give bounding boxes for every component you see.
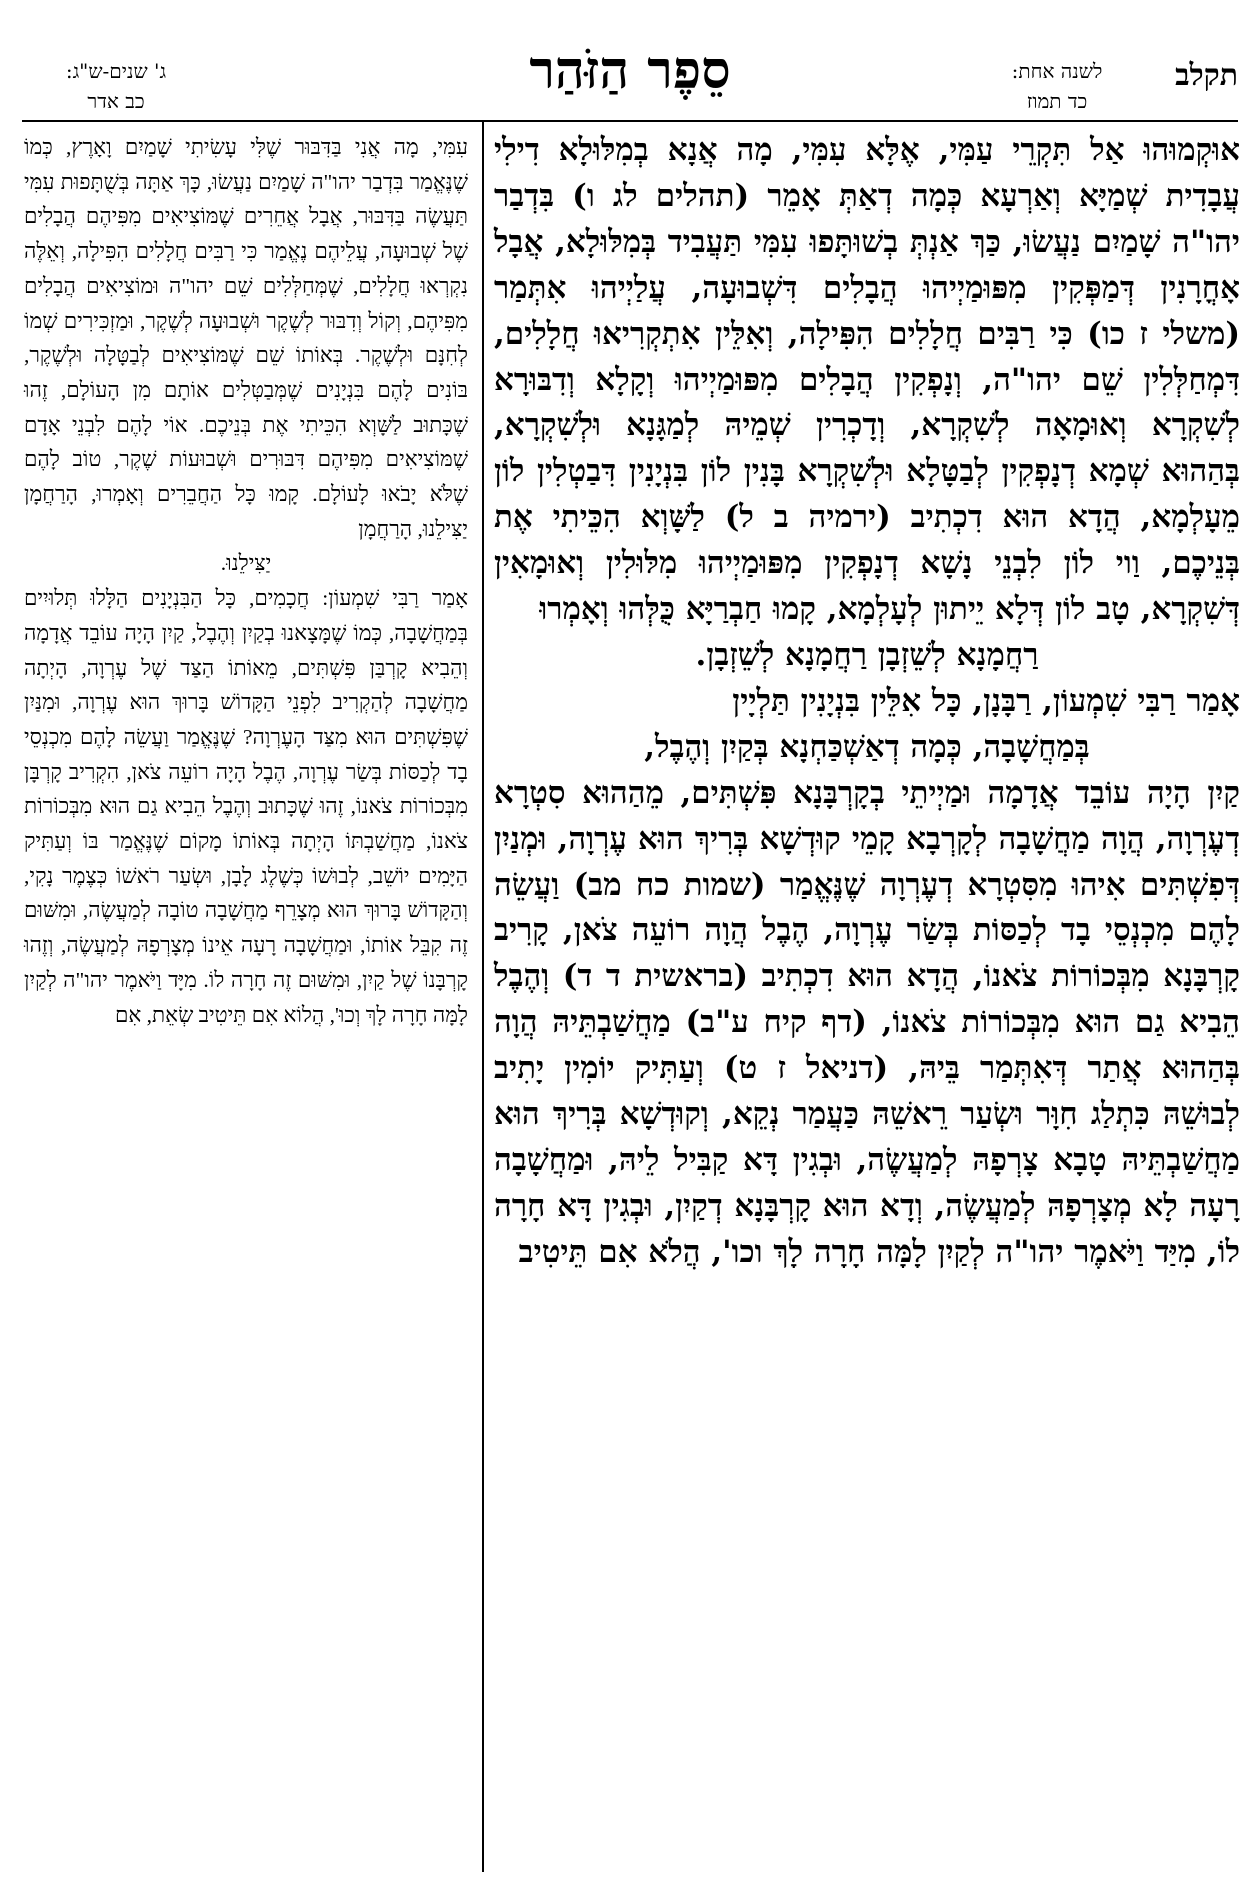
schedule-date: כד תמוז xyxy=(1026,89,1088,113)
book-title: סֵפֶר הַזֹּהַר xyxy=(529,40,731,101)
main-column-aramaic xyxy=(494,128,1240,1276)
schedule-label: ג' שנים-ש"ג: xyxy=(65,59,167,83)
side-column-translation xyxy=(24,130,468,1032)
schedule-date: כב אדר xyxy=(87,89,145,113)
header-rule xyxy=(22,120,1238,122)
page-header xyxy=(0,0,1260,122)
main-paragraph: קַיִן הָיָה עוֹבֵד אֲדָמָה וּמַיְיתֵי בְקָרְבָּנָא פִּשְׁתִּים, מֵהַהוּא סִטְרָא דְעֶרְוָה, הֲוָה מַחֲשָׁבָה לְקָרְבָא קָמֵי קוּדְשָׁא בְּרִיךְ הוּא עֶרְוָה, וּמְנַיִן דְּפִשְׁתִּים אִיהוּ מִסִּטְרָא דְעֶרְוָה שֶׁנֶּאֱמַר (שמות כח מב) וַעֲשֵׂה לָהֶם מִכְנְסֵי בָד לְכַסּוֹת בְּשַׂר עֶרְוָה, הֶבֶל הֲוָה רוֹעֵה צֹאן, קָרִיב קָרְבָּנָא מִבְּכוֹרוֹת צֹאנוֹ, הֲדָא הוּא דִכְתִיב (בראשית ד ד) וְהֶבֶל הֵבִיא גַם הוּא מִבְּכוֹרוֹת צֹאנוֹ, (דף קיח ע"ב) מַחֲשַׁבְתֵּיהּ הֲוָה בְּהַהוּא אֲתַר דְּאִתְּמַר בֵּיהּ, (דניאל ז ט) וְעַתִּיק יוֹמִין יָתִיב לְבוּשֵׁהּ כִּתְלַג חִוָּר וּשְׂעַר רֵאשֵׁהּ כַּעֲמַר נְקֵא, וְקוּדְשָׁא בְּרִיךְ הוּא מַחֲשַׁבְתֵּיהּ טָבָא צָרְפָהּ לְמַעֲשֶׂה, וּבְגִין דָּא קַבִּיל לֵיהּ, וּמַחֲשָׁבָה רָעָה לָא מְצָרְפָהּ לְמַעֲשֶׂה, וְדָא הוּא קָרְבָּנָא דְקַיִן, וּבְגִין דָּא חָרָה לוֹ, מִיַּד וַיֹּאמֶר יהו"ה לְקַיִן לָמָּה חָרָה לָךְ וכו', הֲלֹא אִם תֵּיטִיב xyxy=(494,774,1240,1270)
column-divider xyxy=(482,122,484,1872)
side-paragraph-end: יַצִּילֵנוּ. xyxy=(220,551,272,576)
main-paragraph-end: רַחֲמָנָא לְשֵׁזְבָן רַחֲמָנָא לְשֵׁזְבָן. xyxy=(695,636,1039,673)
side-paragraph: עִמִּי, מָה אֲנִי בַּדִּבּוּר שֶׁלִּי עָשִׂיתִי שָׁמַיִם וָאָרֶץ, כְּמוֹ שֶׁנֶּאֱמַר בִּדְבַר יהו"ה שָׁמַיִם נַעֲשׂוּ, כָּךְ אַתָּה בְּשֻׁתָּפוּת עִמִּי תַּעֲשֶׂה בַּדִּבּוּר, אֲבָל אֲחֵרִים שֶׁמּוֹצִיאִים מִפִּיהֶם הֲבָלִים שֶׁל שְׁבוּעָה, עֲלֵיהֶם נֶאֱמַר כִּי רַבִּים חֲלָלִים הִפִּילָה, וְאֵלֶּה נִקְרְאוּ חֲלָלִים, שֶׁמְּחַלְּלִים שֵׁם יהו"ה וּמוֹצִיאִים הֲבָלִים מִפִּיהֶם, וְקוֹל וְדִבּוּר לְשֶׁקֶר וּשְׁבוּעָה לְשֶׁקֶר, וּמַזְכִּירִים שְׁמוֹ לְחִנָּם וּלְשֶׁקֶר. בְּאוֹתוֹ שֵׁם שֶׁמּוֹצִיאִים לְבַטָּלָה וּלְשֶׁקֶר, בּוֹנִים לָהֶם בִּנְיָנִים שֶׁמְּבַטְּלִים אוֹתָם מִן הָעוֹלָם, זֶהוּ שֶׁכָּתוּב לַשָּׁוְא הִכֵּיתִי אֶת בְּנֵיכֶם. אוֹי לָהֶם לִבְנֵי אָדָם שֶׁמּוֹצִיאִים מִפִּיהֶם דִּבּוּרִים וּשְׁבוּעוֹת שֶׁקֶר, טוֹב לָהֶם שֶׁלֹּא יָבֹאוּ לָעוֹלָם. קָמוּ כָּל הַחֲבֵרִים וְאָמְרוּ, הָרַחֲמָן יַצִּילֵנוּ, הָרַחֲמָן xyxy=(24,135,468,541)
schedule-label: לשנה אחת: xyxy=(1011,59,1103,83)
main-paragraph-line: בְּמַחֲשָׁבָה, כְּמָה דְאַשְׁכַּחְנָא בְּקַיִן וְהֶבֶל, xyxy=(644,728,1090,765)
page-number: תקלב xyxy=(1175,58,1238,93)
main-paragraph: אוּקְמוּהוּ אַל תִּקְרֵי עַמִּי, אֶלָּא עִמִּי, מָה אֲנָא בְמִלּוּלָא דִילִי עֲבָדִית שְׁמַיָּא וְאַרְעָא כְּמָה דְאַתְּ אָמֵר (תהלים לג ו) בִּדְבַר יהו"ה שָׁמַיִם נַעֲשׂוּ, כַּךְ אַנְתְּ בְשׁוּתָּפוּ עִמִּי תַּעֲבִיד בְּמִלּוּלָא, אֲבָל אָחֳרָנִין דְּמַפְּקִין מִפּוּמַיְיהוּ הֲבָלִים דִּשְׁבוּעָה, עֲלַיְיהוּ אִתְּמַר (משלי ז כו) כִּי רַבִּים חֲלָלִים הִפִּילָה, וְאִלֵּין אִתְקְרִיאוּ חֲלָלִים, דִּמְחַלְּלִין שֵׁם יהו"ה, וְנָפְקִין הֲבָלִים מִפּוּמַיְיהוּ וְקָלָא וְדִבּוּרָא לְשִׁקְרָא וְאוּמָאָה לְשִׁקְרָא, וְדָכְרִין שְׁמֵיהּ לְמַגָּנָא וּלְשִׁקְרָא, בְּהַהוּא שְׁמָא דְנָפְקִין לְבַטָּלָא וּלְשִׁקְרָא בָּנִין לוֹן בִּנְיָנִין דִּבַטְלִין לוֹן מֵעָלְמָא, הֲדָא הוּא דִכְתִיב (ירמיה ב ל) לַשָּׁוְא הִכֵּיתִי אֶת בְּנֵיכֶם, וַוי לוֹן לִבְנֵי נָשָׁא דְנָפְקִין מִפּוּמַיְיהוּ מִלּוּלִין וְאוּמָאִין דְּשִׁקְרָא, טָב לוֹן דְּלָא יֵיתוּן לְעָלְמָא, קָמוּ חַבְרַיָּא כֻּלְּהוּ וְאָמְרוּ xyxy=(494,132,1240,628)
main-paragraph: אָמַר רַבִּי שִׁמְעוֹן, רַבָּנָן, כָּל אִלֵּין בִּנְיָנִין תַּלְיָין xyxy=(732,682,1240,719)
reading-schedule-three-years xyxy=(26,56,206,116)
side-paragraph: אָמַר רַבִּי שִׁמְעוֹן: חֲכָמִים, כָּל הַבִּנְיָנִים הַלָּלוּ תְּלוּיִים בְּמַחֲשָׁבָה, כְּמוֹ שֶׁמָּצָאנוּ בְקַיִן וְהֶבֶל, קַיִן הָיָה עוֹבֵד אֲדָמָה וְהֵבִיא קָרְבַּן פִּשְׁתִּים, מֵאוֹתוֹ הַצַּד שֶׁל עֶרְוָה, הָיְתָה מַחֲשָׁבָה לְהַקְרִיב לִפְנֵי הַקָּדוֹשׁ בָּרוּךְ הוּא עֶרְוָה, וּמִנַּיִן שֶׁפִּשְׁתִּים הוּא מִצַּד הָעֶרְוָה? שֶׁנֶּאֱמַר וַעֲשֵׂה לָהֶם מִכְנְסֵי בָד לְכַסּוֹת בְּשַׂר עֶרְוָה, הֶבֶל הָיָה רוֹעֵה צֹאן, הִקְרִיב קָרְבָּן מִבְּכוֹרוֹת צֹאנוֹ, זֶהוּ שֶׁכָּתוּב וְהֶבֶל הֵבִיא גַם הוּא מִבְּכוֹרוֹת צֹאנוֹ, מַחֲשַׁבְתּוֹ הָיְתָה בְּאוֹתוֹ מָקוֹם שֶׁנֶּאֱמַר בּוֹ וְעַתִּיק הַיָּמִים יוֹשֵׁב, לְבוּשׁוֹ כְּשֶׁלֶג לָבָן, וּשְׂעַר רֹאשׁוֹ כְּצֶמֶר נָקִי, וְהַקָּדוֹשׁ בָּרוּךְ הוּא מְצָרֵף מַחֲשָׁבָה טוֹבָה לְמַעֲשֶׂה, וּמִשּׁוּם זֶה קִבֵּל אוֹתוֹ, וּמַחֲשָׁבָה רָעָה אֵינוֹ מְצָרְפָהּ לְמַעֲשֶׂה, וְזֶהוּ קָרְבָּנוֹ שֶׁל קַיִן, וּמִשּׁוּם זֶה חָרָה לוֹ. מִיָּד וַיֹּאמֶר יהו"ה לְקַיִן לָמָּה חָרָה לָךְ וְכוּ', הֲלוֹא אִם תֵּיטִיב שְׂאֵת, אִם xyxy=(24,586,468,1027)
